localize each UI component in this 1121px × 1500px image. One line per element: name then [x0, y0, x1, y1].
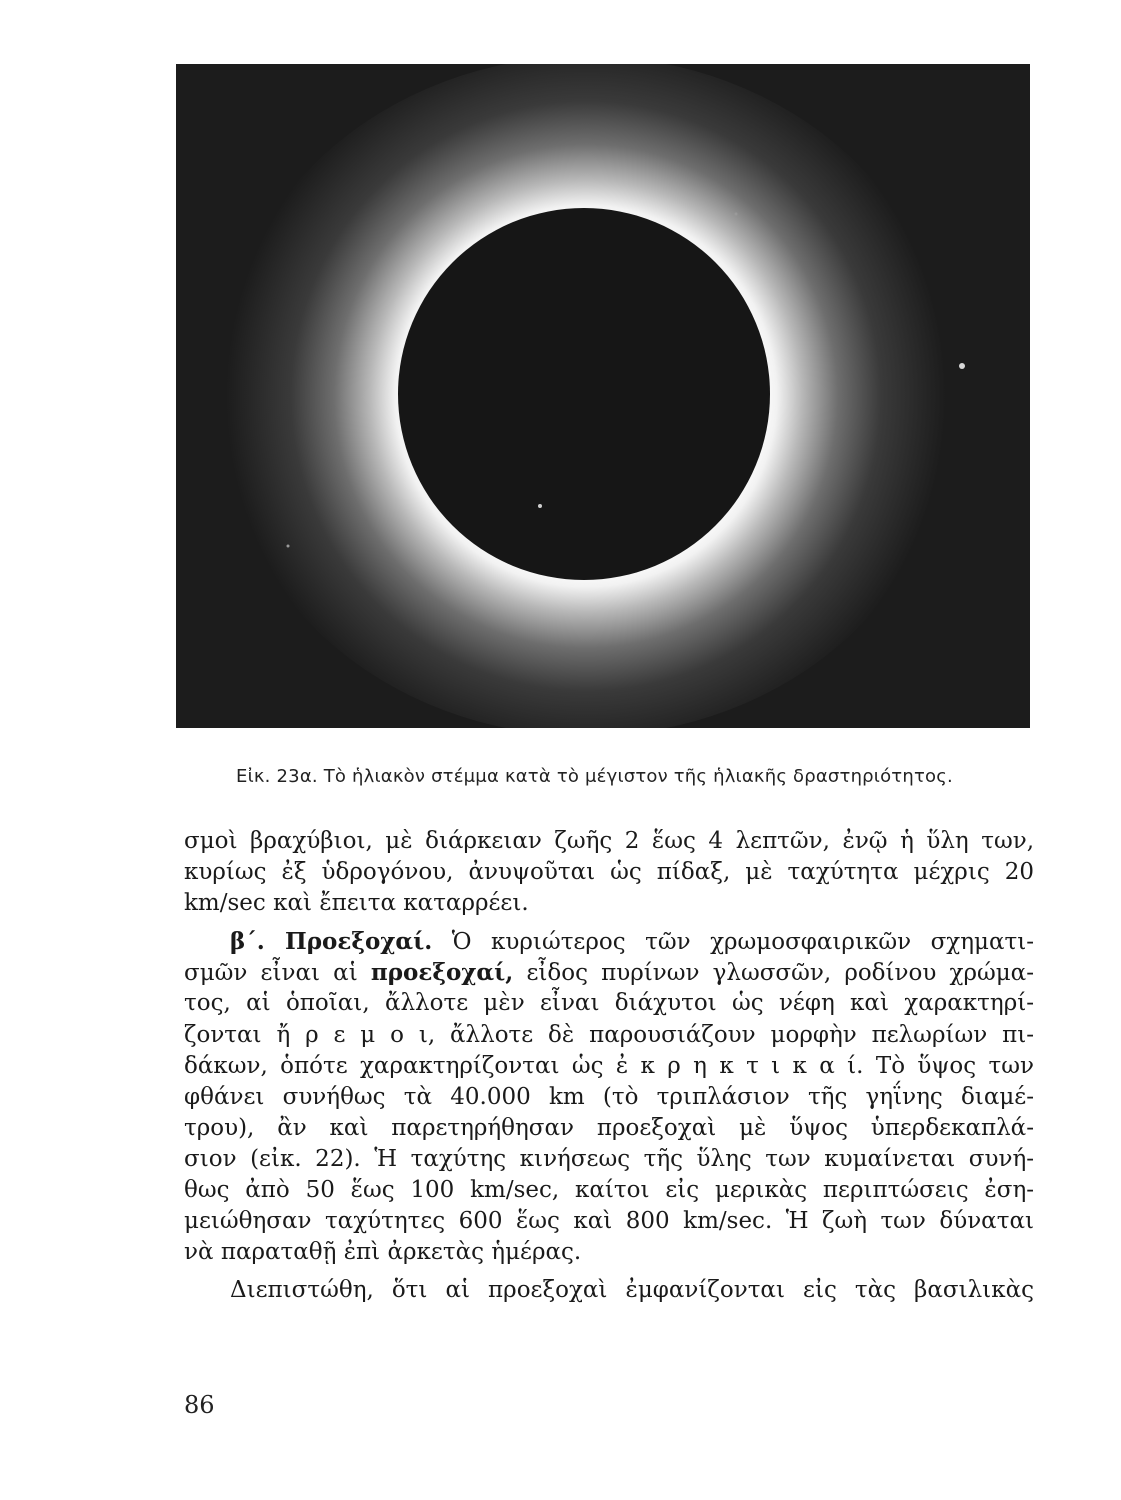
text-line — [184, 926, 1034, 957]
section-heading: β΄. Προεξοχαί. — [230, 928, 433, 956]
text-line: μειώθησαν ταχύτητες 600 ἕως καὶ 800 km/sec. Ἡ ζωὴ των δύναται — [184, 1208, 1034, 1235]
text-line: κυρίως ἐξ ὑδρογόνου, ἀνυψοῦται ὡς πίδαξ, μὲ ταχύτητα μέχρις 20 — [184, 859, 1034, 886]
text-line: σμοὶ βραχύβιοι, μὲ διάρκειαν ζωῆς 2 ἕως 4 λεπτῶν, ἐνῷ ἡ ὕλη των, — [184, 828, 1034, 854]
text-span: Ὁ κυριώτερος τῶν χρωμοσφαιρικῶν σχηματι- — [432, 929, 1035, 956]
figure-caption: Εἰκ. 23α. Τὸ ἡλιακὸν στέμμα κατὰ τὸ μέγιστον τῆς ἡλιακῆς δραστηριότητος. — [236, 766, 953, 787]
text-line — [184, 957, 1034, 988]
text-line: νὰ παραταθῇ ἐπὶ ἀρκετὰς ἡμέρας. — [184, 1239, 582, 1266]
solar-corona-photo — [176, 64, 1030, 728]
text-line: σιον (εἰκ. 22). Ἡ ταχύτης κινήσεως τῆς ὕλης των κυμαίνεται συνή- — [184, 1145, 1034, 1172]
text-span: σμῶν εἶναι αἱ — [184, 960, 371, 987]
text-line: km/sec καὶ ἔπειτα καταρρέει. — [184, 890, 529, 917]
text-span: εἶδος πυρίνων γλωσσῶν, ροδίνου χρώμα- — [513, 960, 1034, 987]
text-line: Διεπιστώθη, ὅτι αἱ προεξοχαὶ ἐμφανίζονται εἰς τὰς βασιλικὰς — [230, 1277, 1034, 1304]
body-text — [184, 826, 1034, 1306]
text-line: φθάνει συνήθως τὰ 40.000 km (τὸ τριπλάσιον τῆς γηΐνης διαμέ- — [184, 1083, 1034, 1110]
text-line: δάκων, ὁπότε χαρακτηρίζονται ὡς ἐ κ ρ η κ τ ι κ α ί. Τὸ ὕψος των — [184, 1052, 1034, 1079]
page-number: 86 — [184, 1391, 215, 1419]
text-line: θως ἀπὸ 50 ἕως 100 km/sec, καίτοι εἰς μερικὰς περιπτώσεις ἐση- — [184, 1177, 1034, 1204]
bold-term: προεξοχαί, — [370, 959, 514, 987]
text-line: ζονται ἤ ρ ε μ ο ι, ἄλλοτε δὲ παρουσιάζουν μορφὴν πελωρίων πι- — [184, 1021, 1034, 1048]
text-line: τρου), ἂν καὶ παρετηρήθησαν προεξοχαὶ μὲ ὕψος ὑπερδεκαπλά- — [184, 1114, 1034, 1141]
text-line: τος, αἱ ὁποῖαι, ἄλλοτε μὲν εἶναι διάχυτοι ὡς νέφη καὶ χαρακτηρί- — [184, 990, 1034, 1017]
